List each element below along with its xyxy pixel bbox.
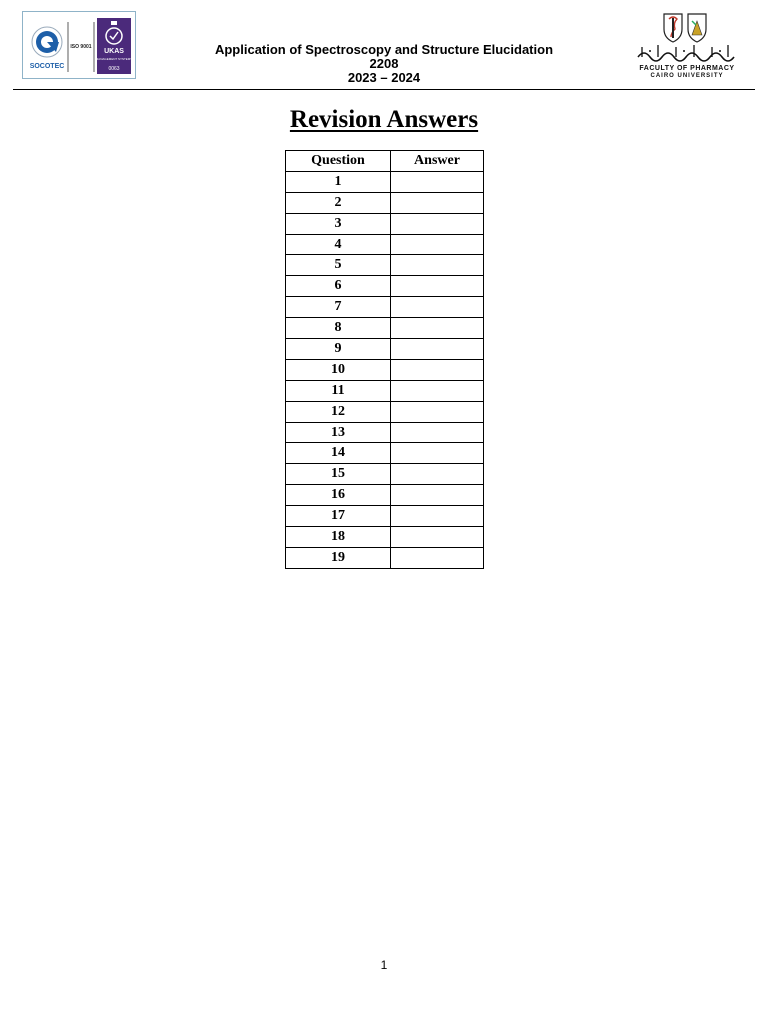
answer-cell[interactable] bbox=[391, 506, 484, 527]
answer-cell[interactable] bbox=[391, 547, 484, 568]
academic-year: 2023 – 2024 bbox=[347, 70, 421, 85]
table-row bbox=[286, 527, 484, 548]
question-number: 17 bbox=[286, 506, 391, 527]
header-course-info bbox=[180, 43, 588, 85]
answer-cell[interactable] bbox=[391, 318, 484, 339]
table-row bbox=[286, 464, 484, 485]
table-row bbox=[286, 401, 484, 422]
answer-cell[interactable] bbox=[391, 297, 484, 318]
column-header-question: Question bbox=[286, 151, 391, 172]
answer-cell[interactable] bbox=[391, 464, 484, 485]
table-row bbox=[286, 380, 484, 401]
answer-cell[interactable] bbox=[391, 422, 484, 443]
table-row bbox=[286, 234, 484, 255]
table-row bbox=[286, 255, 484, 276]
answer-cell[interactable] bbox=[391, 380, 484, 401]
answer-cell[interactable] bbox=[391, 485, 484, 506]
question-number: 16 bbox=[286, 485, 391, 506]
table-row bbox=[286, 547, 484, 568]
table-header-row bbox=[286, 151, 484, 172]
question-number: 12 bbox=[286, 401, 391, 422]
answer-cell[interactable] bbox=[391, 359, 484, 380]
table-row bbox=[286, 171, 484, 192]
question-number: 8 bbox=[286, 318, 391, 339]
answer-cell[interactable] bbox=[391, 171, 484, 192]
course-title: Application of Spectroscopy and Structure Elucidation bbox=[214, 42, 554, 57]
table-row bbox=[286, 443, 484, 464]
svg-text:ISO 9001: ISO 9001 bbox=[70, 44, 92, 50]
question-number: 10 bbox=[286, 359, 391, 380]
header-divider bbox=[13, 89, 755, 90]
table-row bbox=[286, 359, 484, 380]
question-number: 19 bbox=[286, 547, 391, 568]
answer-cell[interactable] bbox=[391, 192, 484, 213]
page-title: Revision Answers bbox=[289, 106, 479, 133]
question-number: 9 bbox=[286, 339, 391, 360]
svg-text:FACULTY OF PHARMACY: FACULTY OF PHARMACY bbox=[639, 65, 735, 72]
question-number: 6 bbox=[286, 276, 391, 297]
question-number: 15 bbox=[286, 464, 391, 485]
question-number: 18 bbox=[286, 527, 391, 548]
question-number: 2 bbox=[286, 192, 391, 213]
table-row bbox=[286, 297, 484, 318]
faculty-logo bbox=[632, 11, 742, 81]
page-number: 1 bbox=[380, 958, 388, 972]
answer-cell[interactable] bbox=[391, 255, 484, 276]
course-code: 2208 bbox=[369, 56, 399, 71]
column-header-answer: Answer bbox=[391, 151, 484, 172]
answer-cell[interactable] bbox=[391, 339, 484, 360]
answers-table-body bbox=[286, 171, 484, 568]
table-row bbox=[286, 339, 484, 360]
svg-text:UKAS: UKAS bbox=[104, 48, 124, 55]
question-number: 11 bbox=[286, 380, 391, 401]
question-number: 5 bbox=[286, 255, 391, 276]
table-row bbox=[286, 192, 484, 213]
certification-logo bbox=[22, 11, 136, 79]
question-number: 3 bbox=[286, 213, 391, 234]
question-number: 13 bbox=[286, 422, 391, 443]
question-number: 7 bbox=[286, 297, 391, 318]
answer-cell[interactable] bbox=[391, 527, 484, 548]
table-row bbox=[286, 213, 484, 234]
answer-cell[interactable] bbox=[391, 401, 484, 422]
table-row bbox=[286, 485, 484, 506]
question-number: 1 bbox=[286, 171, 391, 192]
svg-text:0063: 0063 bbox=[108, 66, 120, 72]
table-row bbox=[286, 506, 484, 527]
svg-text:SOCOTEC: SOCOTEC bbox=[29, 63, 65, 70]
answers-table bbox=[285, 150, 484, 569]
answer-cell[interactable] bbox=[391, 443, 484, 464]
table-row bbox=[286, 318, 484, 339]
table-row bbox=[286, 422, 484, 443]
answer-cell[interactable] bbox=[391, 276, 484, 297]
answer-cell[interactable] bbox=[391, 234, 484, 255]
svg-text:CAIRO UNIVERSITY: CAIRO UNIVERSITY bbox=[650, 73, 724, 79]
svg-text:MANAGEMENT SYSTEMS: MANAGEMENT SYSTEMS bbox=[95, 57, 133, 61]
answer-cell[interactable] bbox=[391, 213, 484, 234]
table-row bbox=[286, 276, 484, 297]
question-number: 14 bbox=[286, 443, 391, 464]
question-number: 4 bbox=[286, 234, 391, 255]
